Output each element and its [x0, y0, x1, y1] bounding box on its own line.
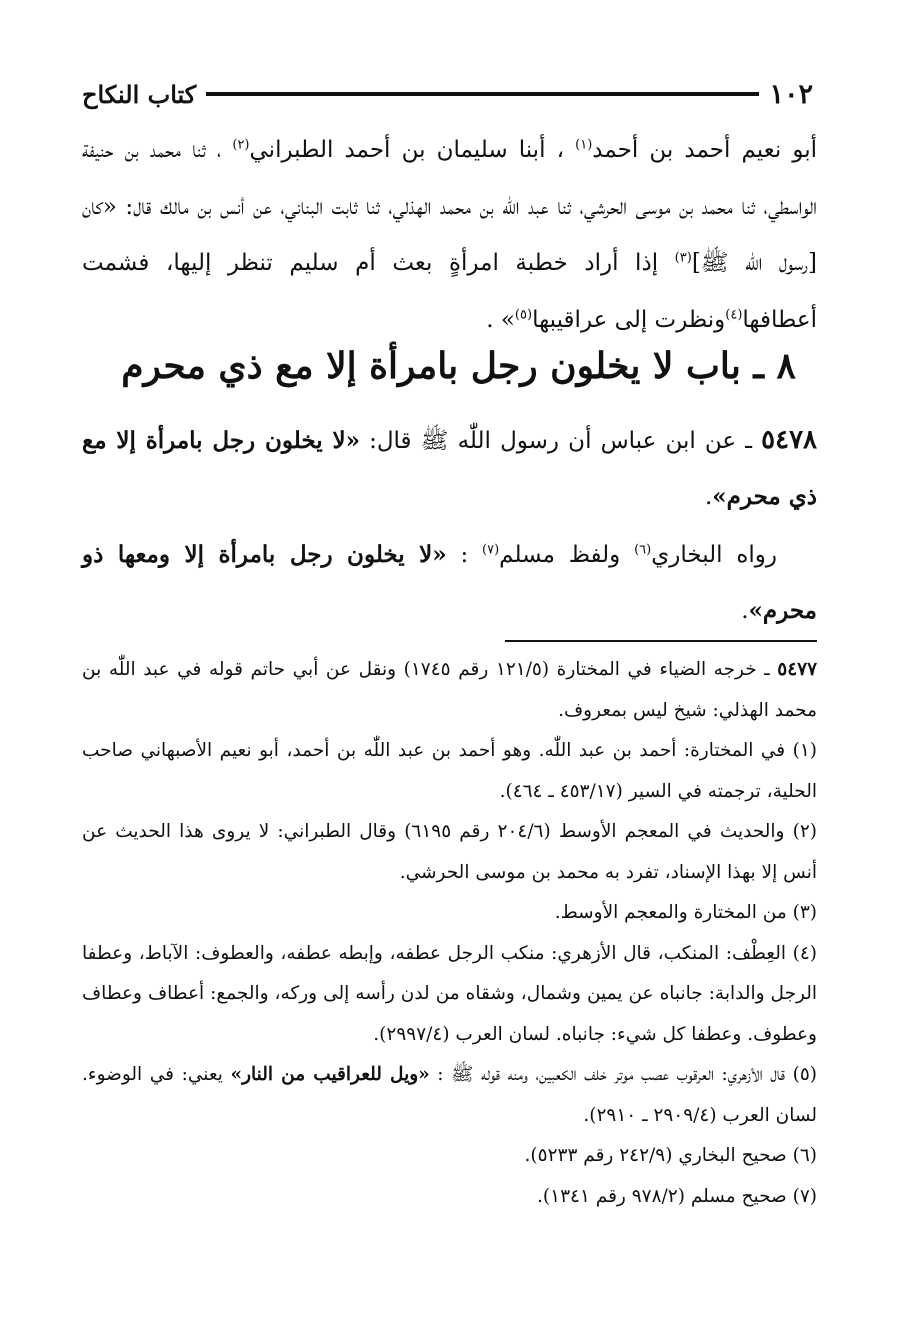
- footnote-text: والحديث في المعجم الأوسط (٢٠٤/٦ رقم ٦١٩٥) وقال الطبراني: لا يروى هذا الحديث عن أنس إلا بهذا الإسناد، تفرد به محمد بن موسى الحرشي.: [82, 821, 817, 883]
- footnote-text: من المختارة والمعجم الأوسط.: [554, 902, 793, 923]
- footnote-number: (٧): [792, 1185, 817, 1207]
- footnote-text: العِطْف: المنكب، قال الأزهري: منكب الرجل عطفه، وإبطه عطفه، والعطوف: الآباط، وعطفا الرجل والدابة: جانباه عن يمين وشمال، وشقاه من لدن رأسه إلى وركه، والجمع: أعطاف وعطاف وعطوف. وعطفا كل شيء: جانباه. لسان العرب (٢٩٩٧/٤).: [82, 942, 817, 1045]
- footnote-number: (٤): [792, 942, 817, 964]
- footnote-ref[interactable]: (١): [575, 137, 593, 153]
- text-segment: .: [741, 598, 749, 624]
- isnad-paragraph: [82, 122, 817, 348]
- footnote-3: [82, 893, 817, 934]
- footnote-5: [82, 1055, 817, 1136]
- footnote-1: [82, 731, 817, 812]
- text-segment: » .: [486, 306, 515, 333]
- running-title: كتاب النكاح: [82, 79, 197, 109]
- header-rule: [206, 92, 759, 96]
- text-segment: .: [704, 484, 713, 510]
- hadith-quote: «لا يخلون رجل بامرأة إلا مع ذي محرم»: [82, 427, 817, 510]
- footnote-number: ٥٤٧٧: [777, 659, 818, 680]
- footnote-number: (٣): [792, 902, 817, 923]
- text-segment: أبو نعيم أحمد بن أحمد: [592, 137, 818, 163]
- hadith-narration: [82, 527, 817, 639]
- footnote-ref[interactable]: (٢): [232, 137, 250, 153]
- footnote-number: (٥): [792, 1064, 817, 1085]
- footnote-text: قال الأزهري: العرقوب عصب موتر خلف الكعبين، ومنه قوله ﷺ :: [429, 1064, 793, 1085]
- text-segment: ، أبنا سليمان بن أحمد الطبراني: [249, 137, 576, 163]
- text-segment: ونظرت إلى عراقيبها: [532, 306, 726, 333]
- text-segment: رواه البخاري: [651, 542, 777, 568]
- footnote-ref[interactable]: (٦): [634, 542, 652, 558]
- footnote-2: [82, 812, 817, 893]
- text-segment: ، ثنا محمد بن حنيفة الواسطي، ثنا محمد بن موسى الحرشي، ثنا عبد اللّٰه بن محمد الهذلي، ثنا ثابت البناني، عن أنس بن مالك قال: «كان [رسول اللّٰه ﷺ]: [82, 137, 817, 276]
- footnote-7: [82, 1177, 817, 1218]
- footnote-6: [82, 1136, 817, 1177]
- footnote-text: صحيح البخاري (٢٤٢/٩ رقم ٥٢٣٣).: [524, 1145, 793, 1166]
- footnote-text: صحيح مسلم (٩٧٨/٢ رقم ١٣٤١).: [537, 1185, 793, 1207]
- footnote-number: (٢): [792, 821, 817, 842]
- text-segment: إذا أراد خطبة امرأةٍ بعث أم سليم تنظر إليها، فشمت أعطافها: [82, 250, 817, 333]
- footnote-ref[interactable]: (٣): [674, 250, 692, 266]
- footnotes: [82, 650, 817, 1217]
- footnote-ref[interactable]: (٥): [514, 306, 533, 322]
- hadith-text: [82, 412, 817, 525]
- footnote-ref[interactable]: (٧): [482, 542, 500, 558]
- footnote-number: (٦): [792, 1145, 817, 1166]
- footnote-text: في المختارة: أحمد بن عبد اللّٰه. وهو أحمد بن عبد اللّٰه بن أحمد، أبو نعيم الأصبهاني صاحب الحلية، ترجمته في السير (٤٥٣/١٧ ـ ٤٦٤).: [82, 740, 817, 802]
- footnote-separator: [505, 640, 817, 642]
- text-segment: :: [446, 542, 483, 568]
- hadith-number: ٥٤٧٨: [761, 425, 817, 455]
- footnote-quote: «ويل للعراقيب من النار»: [230, 1064, 430, 1085]
- text-segment: ـ عن ابن عباس أن رسول اللّٰه ﷺ قال:: [359, 428, 762, 454]
- footnote-number: (١): [792, 740, 817, 761]
- hadith-quote: «لا يخلون رجل بامرأة إلا ومعها ذو محرم»: [82, 541, 817, 624]
- body-paragraph: [82, 122, 817, 348]
- footnote-text: ـ خرجه الضياء في المختارة (١٢١/٥ رقم ١٧٤٥) ونقل عن أبي حاتم قوله في عبد اللّٰه بن محمد الهذلي: شيخ ليس بمعروف.: [82, 659, 817, 721]
- footnote-4: [82, 934, 817, 1056]
- chapter-title: ٨ ـ باب لا يخلون رجل بامرأة إلا مع ذي محرم: [121, 345, 796, 387]
- footnote-ref[interactable]: (٤): [725, 306, 743, 322]
- footnote-text: يعني: في الوضوء. لسان العرب (٢٩٠٩/٤ ـ ٢٩١٠).: [82, 1064, 817, 1126]
- text-segment: ولفظ مسلم: [499, 542, 635, 568]
- page-number: ١٠٢: [769, 78, 813, 110]
- page-header: [82, 74, 813, 114]
- hadith-block: [82, 412, 817, 639]
- footnote-5477: [82, 650, 817, 731]
